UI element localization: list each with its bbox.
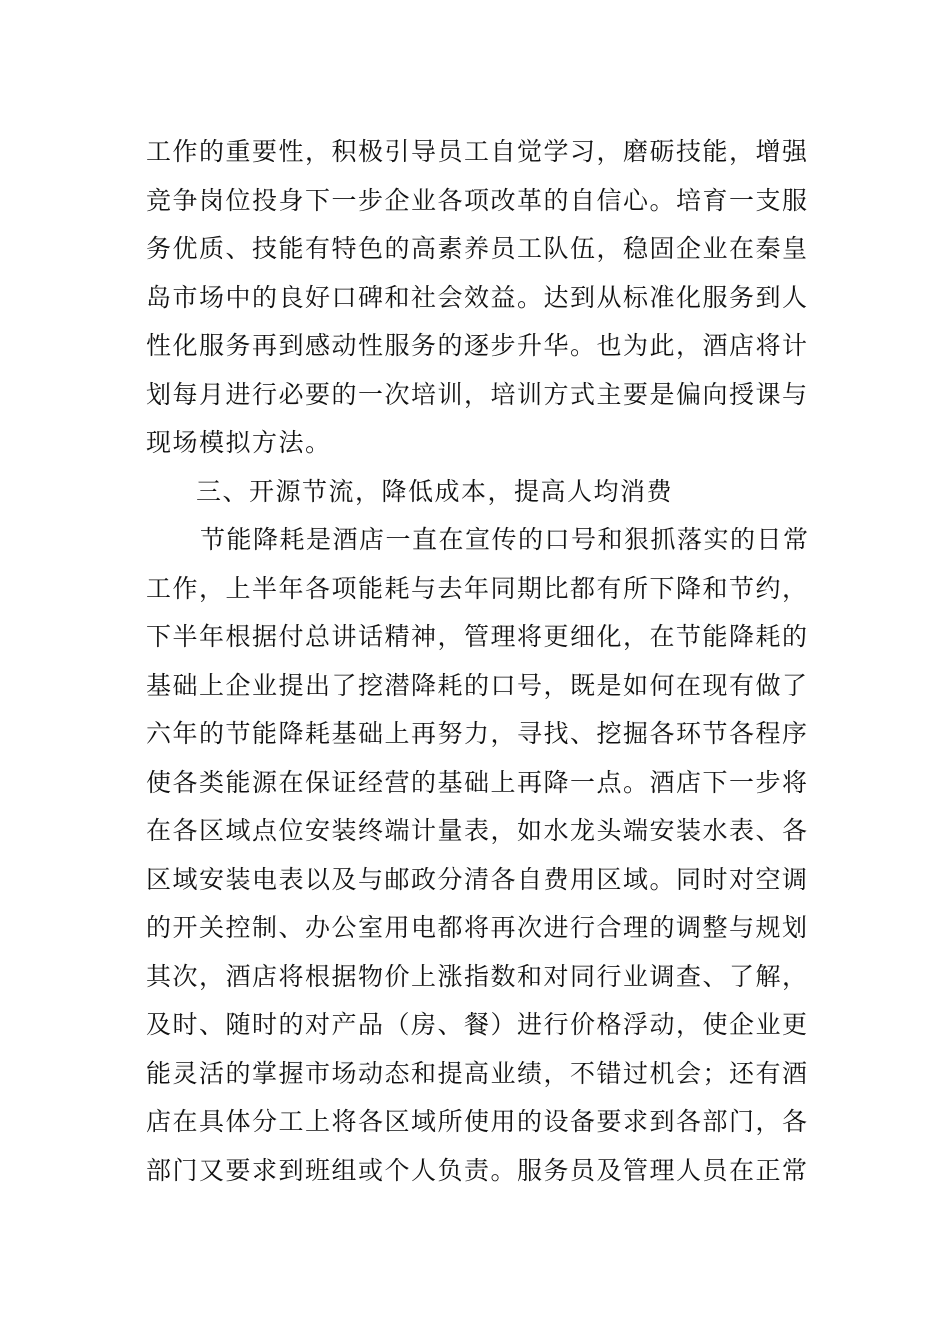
text-line: 务优质、技能有特色的高素养员工队伍，稳固企业在秦皇 [146, 234, 809, 263]
text-line: 其次，酒店将根据物价上涨指数和对同行业调查、了解， [146, 961, 809, 991]
text-line: 岛市场中的良好口碑和社会效益。达到从标准化服务到人 [146, 282, 809, 312]
text-line: 划每月进行必要的一次培训，培训方式主要是偏向授课与 [146, 379, 809, 409]
text-line: 基础上企业提出了挖潜降耗的口号，既是如何在现有做了 [146, 670, 809, 700]
text-line: 下半年根据付总讲话精神，管理将更细化，在节能降耗的 [146, 622, 809, 651]
text-line: 使各类能源在保证经营的基础上再降一点。酒店下一步将 [146, 767, 809, 797]
text-line: 现场模拟方法。 [146, 428, 332, 457]
text-line: 的开关控制、办公室用电都将再次进行合理的调整与规划 [146, 913, 809, 942]
text-line: 工作的重要性，积极引导员工自觉学习，磨砺技能，增强 [146, 137, 809, 166]
text-line: 六年的节能降耗基础上再努力，寻找、挖掘各环节各程序 [146, 719, 809, 748]
text-line: 在各区域点位安装终端计量表，如水龙头端安装水表、各 [146, 816, 809, 845]
text-line: 能灵活的掌握市场动态和提高业绩，不错过机会；还有酒 [146, 1058, 809, 1088]
text-line: 工作，上半年各项能耗与去年同期比都有所下降和节约， [146, 573, 809, 603]
text-line: 竞争岗位投身下一步企业各项改革的自信心。培育一支服 [146, 185, 809, 215]
section-heading: 三、开源节流，降低成本，提高人均消费 [196, 476, 674, 506]
text-line: 部门又要求到班组或个人负责。服务员及管理人员在正常 [146, 1155, 809, 1185]
text-line: 店在具体分工上将各区域所使用的设备要求到各部门，各 [146, 1107, 809, 1136]
text-line: 节能降耗是酒店一直在宣传的口号和狠抓落实的日常 [200, 525, 810, 554]
text-line: 区域安装电表以及与邮政分清各自费用区域。同时对空调 [146, 864, 809, 894]
document-body [146, 128, 816, 1195]
text-line: 及时、随时的对产品（房、餐）进行价格浮动，使企业更 [146, 1010, 809, 1039]
text-line: 性化服务再到感动性服务的逐步升华。也为此，酒店将计 [146, 331, 809, 360]
